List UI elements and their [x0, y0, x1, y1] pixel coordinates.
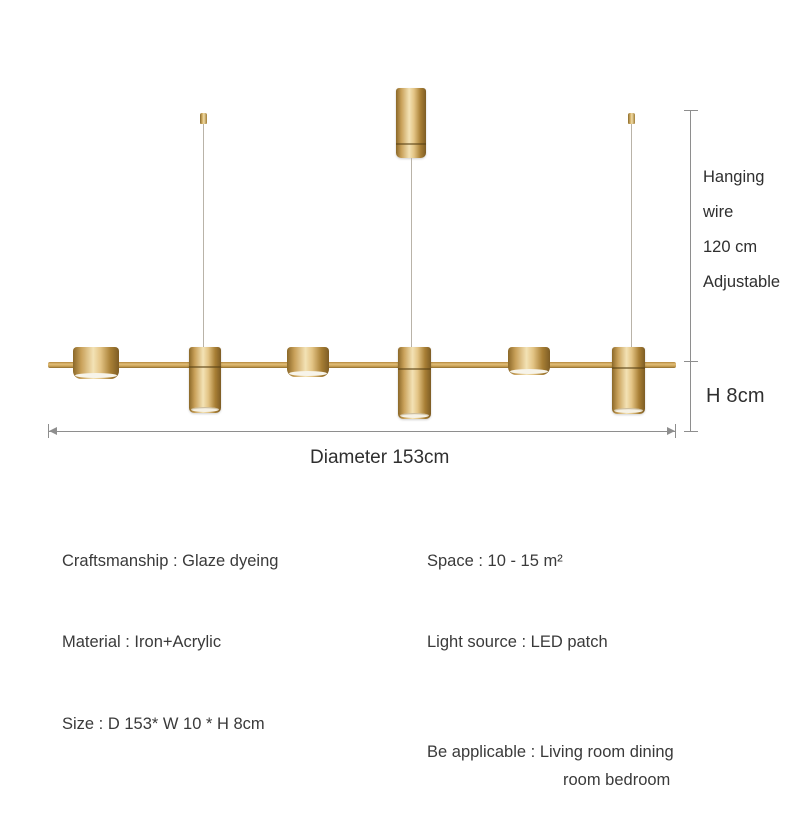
- spec-space: Space : 10 - 15 m²: [427, 552, 563, 570]
- dimension-tick-bottom: [684, 431, 698, 432]
- light-head-2: [189, 347, 221, 413]
- spec-light-source: Light source : LED patch: [427, 633, 608, 651]
- spec-size: Size : D 153* W 10 * H 8cm: [62, 715, 265, 733]
- vertical-dimension-line: [690, 110, 691, 432]
- horizontal-light-bar: [48, 362, 676, 368]
- drop-wire-right: [631, 124, 632, 360]
- hanging-wire-line-2: wire: [703, 203, 734, 221]
- spec-applicable-line-2: room bedroom: [563, 771, 671, 789]
- hanging-wire-label: [703, 160, 780, 300]
- drop-wire-left: [203, 124, 204, 360]
- light-head-4: [398, 347, 431, 419]
- diameter-arrow-right: [667, 427, 675, 435]
- wire-cap-left: [200, 113, 207, 124]
- hanging-wire-line-4: Adjustable: [703, 273, 781, 291]
- height-label: H 8cm: [706, 385, 765, 407]
- light-head-6: [612, 347, 645, 414]
- light-head-5: [508, 347, 550, 375]
- spec-craftsmanship: Craftsmanship : Glaze dyeing: [62, 552, 279, 570]
- spec-applicable-line-1: Be applicable : Living room dining: [427, 743, 674, 761]
- diameter-tick-right: [675, 424, 676, 438]
- wire-cap-right: [628, 113, 635, 124]
- diameter-arrow-left: [49, 427, 57, 435]
- spec-applicable: [427, 710, 777, 822]
- ceiling-canopy-cylinder: [396, 88, 426, 158]
- hanging-wire-line-1: Hanging: [703, 168, 765, 186]
- spec-material: Material : Iron+Acrylic: [62, 633, 222, 651]
- drop-wire-center: [411, 158, 412, 360]
- light-head-1: [73, 347, 119, 379]
- light-head-3: [287, 347, 329, 377]
- dimension-tick-mid: [684, 361, 698, 362]
- specification-list: [0, 520, 800, 800]
- hanging-wire-line-3: 120 cm: [703, 238, 758, 256]
- diameter-label: Diameter 153cm: [310, 447, 450, 468]
- dimension-tick-top: [684, 110, 698, 111]
- diameter-dimension-line: [48, 431, 676, 432]
